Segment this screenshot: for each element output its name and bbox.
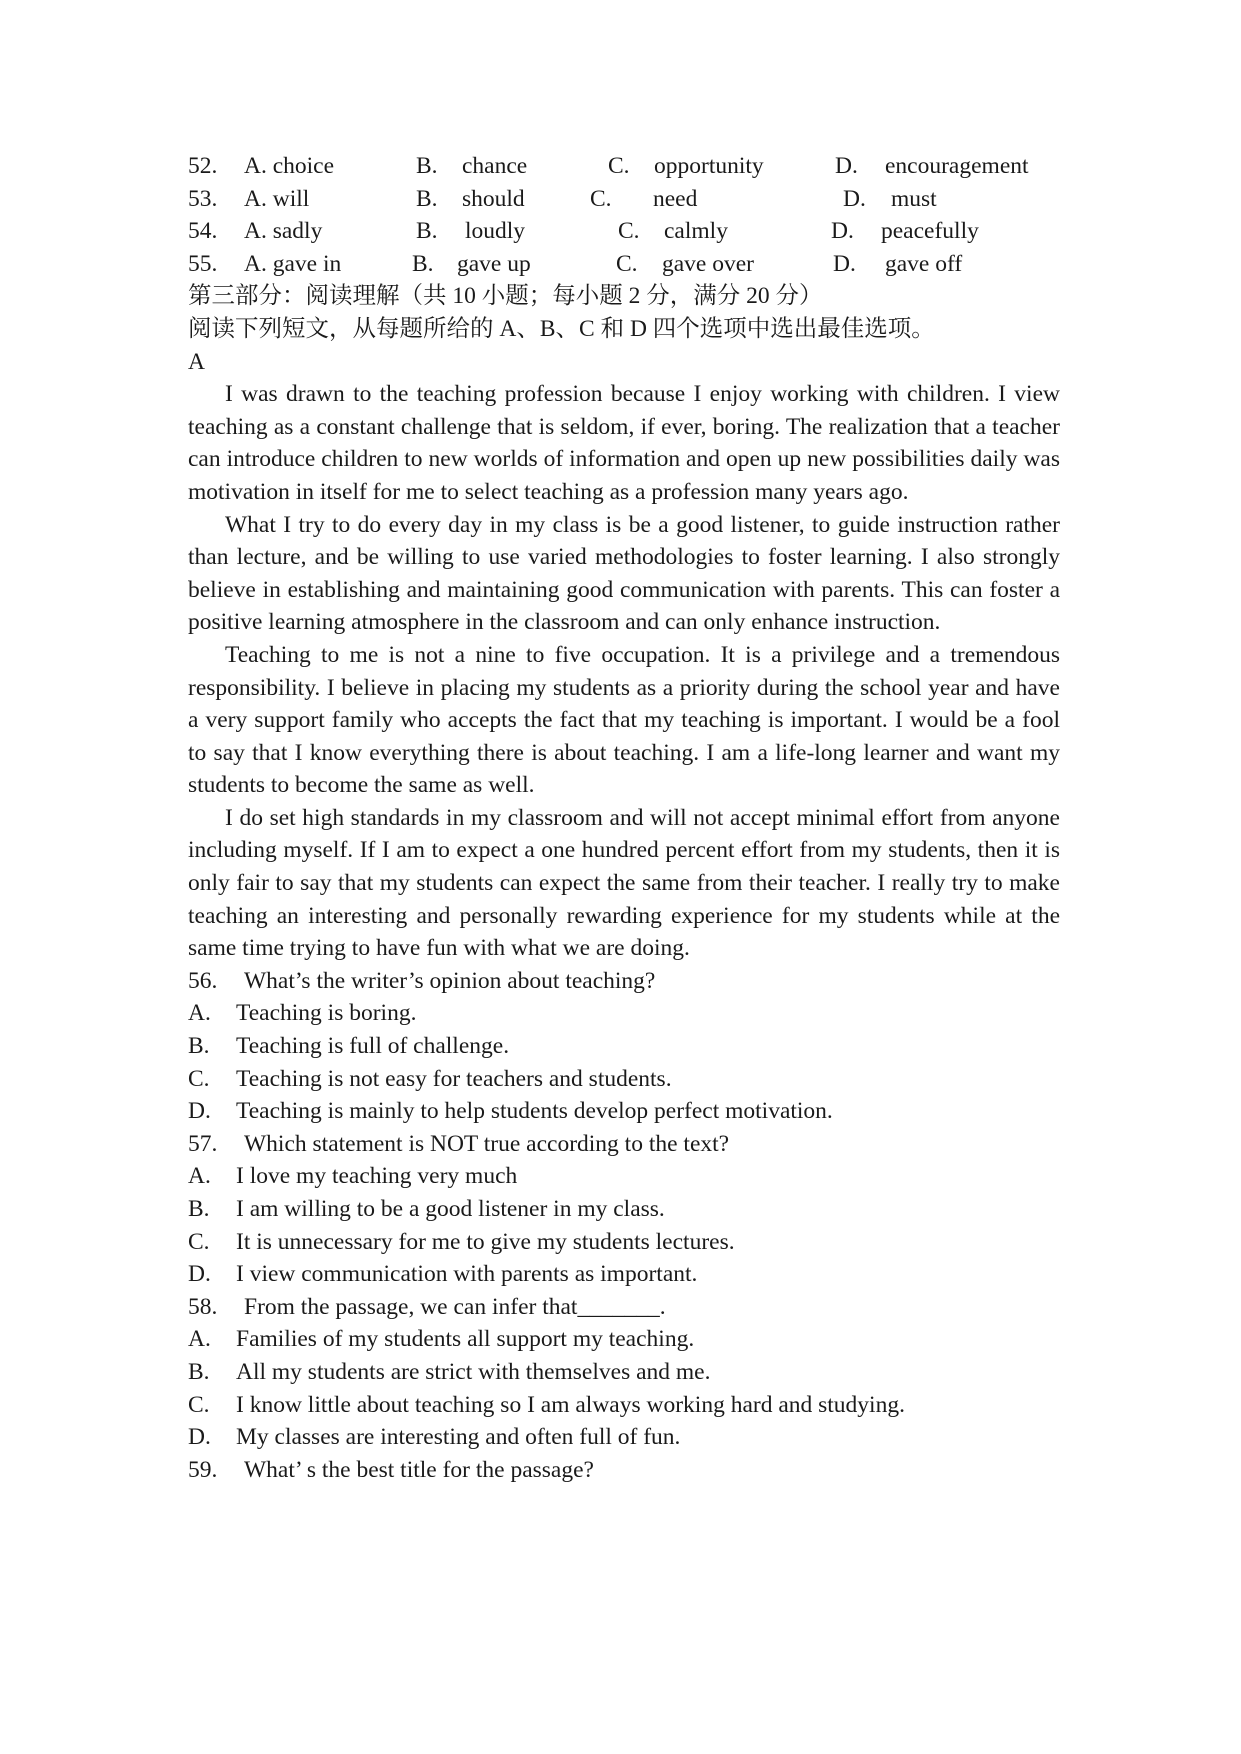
passage-paragraph: What I try to do every day in my class is be a good listener, to guide instruction rather than lecture, and be willing to use varied methodologies to foster learning. I also strongly believe in establishing and maintaining good communication with parents. This can foster a positive learning atmosphere in the classroom and can only enhance instruction. [188, 511, 1060, 636]
option-b: chance [462, 153, 528, 179]
option-text: Teaching is not easy for teachers and students. [236, 1065, 672, 1092]
question-stem [188, 1291, 1060, 1324]
question-stem [188, 965, 1060, 998]
section-heading: 第三部分：阅读理解（共 10 小题；每小题 2 分，满分 20 分） [188, 283, 823, 310]
option-d-label: D. [833, 250, 856, 277]
option-d: must [891, 185, 937, 212]
option-b-label: B. [412, 250, 434, 277]
option-c-label: C. [616, 250, 638, 277]
option-label: A. [188, 1163, 211, 1190]
option-label: C. [188, 1065, 210, 1092]
passage-paragraph: I was drawn to the teaching profession because I enjoy working with children. I view teaching as a constant challenge that is seldom, if ever, boring. The realization that a teacher can introduce children to new worlds of information and open up new possibilities daily was motivation in itself for me to select teaching as a profession many years ago. [188, 381, 1060, 505]
option-b: should [462, 185, 525, 212]
answer-option-b[interactable] [188, 1030, 1060, 1063]
option-text: My classes are interesting and often full of fun. [236, 1424, 681, 1451]
question-stem [188, 1454, 1060, 1487]
question-text: From the passage, we can infer that_______. [244, 1293, 666, 1320]
question-57 [188, 1128, 1060, 1291]
option-d: peacefully [881, 218, 979, 245]
option-b: loudly [465, 218, 526, 245]
option-label: C. [188, 1228, 210, 1255]
question-59 [188, 1454, 1060, 1487]
option-c-label: C. [590, 185, 612, 212]
option-d: gave off [885, 250, 963, 277]
section-instructions: 阅读下列短文，从每题所给的 A、B、C 和 D 四个选项中选出最佳选项。 [188, 315, 935, 342]
option-b: gave up [457, 250, 531, 277]
cloze-option-row-53 [188, 183, 1060, 216]
answer-option-c[interactable] [188, 1063, 1060, 1096]
option-label: B. [188, 1033, 210, 1060]
answer-option-c[interactable] [188, 1226, 1060, 1259]
cloze-option-row-55 [188, 248, 1060, 281]
option-d: encouragement [885, 153, 1029, 179]
answer-option-a[interactable] [188, 997, 1060, 1030]
option-label: A. [188, 1000, 211, 1027]
option-c-label: C. [618, 218, 640, 245]
question-number: 57. [188, 1130, 218, 1157]
answer-option-d[interactable] [188, 1421, 1060, 1454]
option-c: need [653, 185, 698, 212]
option-text: Families of my students all support my teaching. [236, 1326, 695, 1353]
question-text: Which statement is NOT true according to the text? [244, 1130, 730, 1157]
question-number: 52. [188, 153, 218, 179]
question-number: 59. [188, 1456, 218, 1483]
option-text: All my students are strict with themselves and me. [236, 1358, 711, 1385]
cloze-option-row-52 [188, 150, 1060, 183]
passage-label: A [188, 348, 205, 375]
option-a: A. sadly [244, 218, 323, 245]
cloze-option-row-54 [188, 215, 1060, 248]
option-d-label: D. [843, 185, 866, 212]
option-c: calmly [664, 218, 728, 245]
passage-paragraph: Teaching to me is not a nine to five occupation. It is a privilege and a tremendous responsibility. I believe in placing my students as a priority during the school year and have a very support family who accepts the fact that my teaching is important. I would be a fool to say that I know everything there is about teaching. I am a life-long learner and want my students to become the same as well. [188, 641, 1060, 799]
question-56 [188, 965, 1060, 1128]
exam-page [188, 150, 1060, 1486]
passage-paragraph: I do set high standards in my classroom and will not accept minimal effort from anyone including myself. If I am to expect a one hundred percent effort from my students, then it is only fair to say that my students can expect the same from their teacher. I really try to make teaching an interesting and personally rewarding experience for my students while at the same time trying to have fun with what we are doing. [188, 804, 1060, 962]
reading-passage [188, 378, 1060, 965]
option-a: A. gave in [244, 250, 342, 277]
option-text: Teaching is full of challenge. [236, 1033, 510, 1060]
answer-option-c[interactable] [188, 1389, 1060, 1422]
question-number: 58. [188, 1293, 218, 1320]
option-c: gave over [662, 250, 754, 277]
option-a: A. will [244, 185, 310, 212]
cloze-options [188, 150, 1060, 280]
question-number: 56. [188, 967, 218, 994]
option-text: It is unnecessary for me to give my students lectures. [236, 1228, 735, 1255]
question-text: What’s the writer’s opinion about teaching? [244, 967, 656, 994]
option-d-label: D. [831, 218, 854, 245]
answer-option-a[interactable] [188, 1323, 1060, 1356]
option-label: D. [188, 1424, 211, 1451]
option-label: B. [188, 1196, 210, 1222]
option-b-label: B. [416, 185, 438, 212]
option-a: A. choice [244, 153, 335, 179]
option-text: I love my teaching very much [236, 1163, 518, 1190]
option-text: Teaching is boring. [236, 1000, 417, 1027]
option-text: Teaching is mainly to help students develop perfect motivation. [236, 1098, 833, 1125]
option-label: D. [188, 1098, 211, 1125]
answer-option-b[interactable] [188, 1193, 1060, 1226]
question-stem [188, 1128, 1060, 1161]
question-text: What’ s the best title for the passage? [244, 1456, 594, 1483]
option-label: C. [188, 1391, 210, 1418]
answer-option-d[interactable] [188, 1095, 1060, 1128]
option-label: B. [188, 1358, 210, 1385]
question-number: 54. [188, 218, 218, 245]
option-b-label: B. [416, 218, 438, 245]
option-c-label: C. [608, 153, 630, 179]
question-number: 55. [188, 250, 218, 277]
option-label: A. [188, 1326, 211, 1353]
option-b-label: B. [416, 153, 438, 179]
answer-option-a[interactable] [188, 1160, 1060, 1193]
answer-option-b[interactable] [188, 1356, 1060, 1389]
option-d-label: D. [835, 153, 858, 179]
option-label: D. [188, 1261, 211, 1288]
question-58 [188, 1291, 1060, 1454]
option-text: I know little about teaching so I am always working hard and studying. [236, 1391, 905, 1418]
answer-option-d[interactable] [188, 1258, 1060, 1291]
option-text: I am willing to be a good listener in my class. [236, 1196, 665, 1222]
option-text: I view communication with parents as important. [236, 1261, 698, 1288]
question-number: 53. [188, 185, 218, 212]
option-c: opportunity [654, 153, 764, 179]
